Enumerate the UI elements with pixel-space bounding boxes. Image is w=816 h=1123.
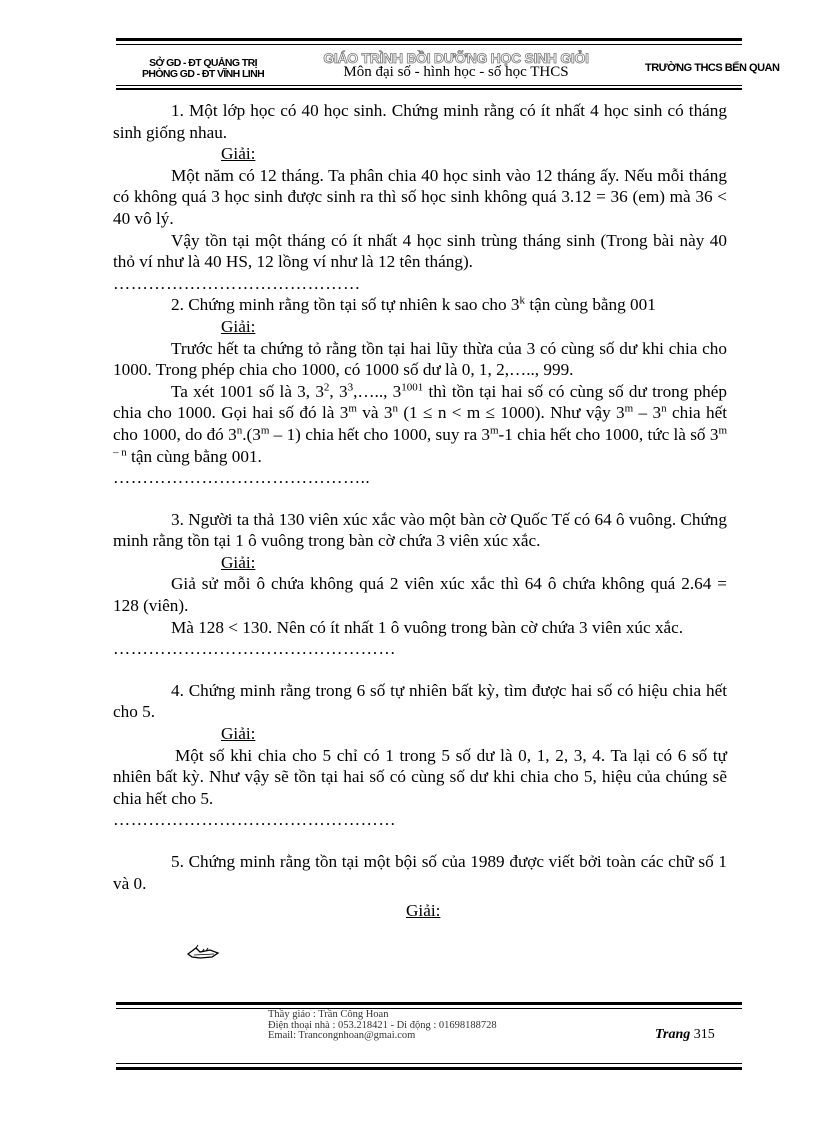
separator-1: …………………………………… [113, 273, 361, 293]
footer-email: Email: Trancongnhoan@gmai.com [268, 1030, 416, 1041]
problem-3-question: 3. Người ta thả 130 viên xúc xắc vào một bàn cờ Quốc Tế có 64 ô vuông. Chứng minh rằng tồn tại 1 ô vuông trong bàn cờ chứa 3 viên xúc xắc. [113, 509, 727, 551]
pointing-hand-icon [186, 944, 222, 962]
problem-1-answer-1: Một năm có 12 tháng. Ta phân chia 40 học sinh vào 12 tháng ấy. Nếu mỗi tháng có không quá 3 học sinh được sinh ra thì số học sinh không quá 3.12 = 36 (em) mà 36 < 40 vô lý. [113, 165, 727, 228]
problem-2-solution-label: Giải: [221, 316, 256, 336]
problem-3-answer-1: Giả sử mỗi ô chứa không quá 2 viên xúc xắc thì 64 ô chứa không quá 2.64 = 128 (viên). [113, 574, 727, 616]
problem-4-question: 4. Chứng minh rằng trong 6 số tự nhiên bất kỳ, tìm được hai số có hiệu chia hết cho 5. [113, 680, 727, 722]
spacer [113, 489, 727, 509]
problem-3-solution-label: Giải: [221, 552, 256, 572]
footer-teacher: Thầy giáo : Trần Công Hoan [268, 1009, 389, 1020]
header-title: GIÁO TRÌNH BỒI DƯỠNG HỌC SINH GIỎI [323, 50, 589, 66]
problem-2-answer-1: Trước hết ta chứng tỏ rằng tồn tại hai lũy thừa của 3 có cùng số dư khi chia cho 1000. Trong phép chia cho 1000, có 1000 số dư là 0, 1, 2,….., 999. [113, 338, 727, 380]
footer-contact [268, 1010, 497, 1042]
problem-1-question: 1. Một lớp học có 40 học sinh. Chứng minh rằng có ít nhất 4 học sinh có tháng sinh giống nhau. [113, 101, 727, 142]
page-label: Trang [655, 1027, 691, 1042]
header-left-line1: SỞ GD - ĐT QUẢNG TRỊ [149, 57, 257, 69]
footer-rule-top-thin [116, 1008, 742, 1009]
separator-4: ………………………………………… [113, 810, 396, 830]
problem-3-answer-2: Mà 128 < 130. Nên có ít nhất 1 ô vuông trong bàn cờ chứa 3 viên xúc xắc. [171, 617, 684, 637]
spacer [113, 660, 727, 680]
problem-2-answer-2: Ta xét 1001 số là 3, $3^2$, $3^3,\dots$.., $3^{1001}$ thì tồn tại hai số có cùng số dư trong phép chia cho 1000. Gọi hai số đó là 3$^m$ và 3$^n$ (1 ≤ n < m ≤ 1000). Như vậy 3$^m$ – 3$^n$ chia hết cho 1000, do đó 3$^n$.(3$^m$ – 1) chia hết cho 1000, suy ra 3$^m$-1 chia hết cho 1000, tức là số 3$^{m - n}$ tận cùng bằng 001. [113, 380, 728, 466]
footer-rule-bottom-thick [116, 1067, 742, 1070]
header-left-line2: PHÒNG GD - ĐT VĨNH LINH [141, 68, 265, 80]
header-rule-thin [116, 44, 742, 45]
problem-4-solution-label: Giải: [221, 724, 256, 744]
document-body [113, 100, 727, 922]
separator-2: …………………………………….. [113, 468, 371, 488]
header-rule-top [116, 38, 742, 41]
page-number-value: 315 [693, 1027, 715, 1042]
header-subtitle: Môn đại số - hình học - số học THCS [343, 64, 569, 80]
problem-4-answer-1: Một số khi chia cho 5 chỉ có 1 trong 5 số dư là 0, 1, 2, 3, 4. Ta lại có 6 số tự nhiên bất kỳ. Như vậy sẽ tồn tại hai số có cùng số dư khi chia cho 5, hiệu của chúng sẽ chia hết cho 5. [113, 745, 727, 808]
separator-3: ………………………………………… [113, 639, 396, 659]
problem-1-solution-label: Giải: [221, 144, 256, 164]
footer-rule-top-thick [116, 1002, 742, 1005]
problem-5-question: 5. Chứng minh rằng tồn tại một bội số của 1989 được viết bởi toàn các chữ số 1 và 0. [113, 852, 727, 893]
problem-1-answer-2: Vậy tồn tại một tháng có ít nhất 4 học sinh trùng tháng sinh (Trong bài này 40 thỏ ví như là 40 HS, 12 lồng ví như là 12 tên tháng). [113, 230, 727, 272]
footer-rule-bottom-thin [116, 1063, 742, 1064]
problem-2-question: 2. Chứng minh rằng tồn tại số tự nhiên k sao cho 3$^k$ tận cùng bằng 001 [171, 294, 656, 315]
header-rule-bottom [116, 85, 742, 86]
header-rule-bottom-thick [116, 88, 742, 90]
header-right: TRƯỜNG THCS BẾN QUAN [645, 62, 780, 74]
header-left [133, 58, 273, 80]
page-number [655, 1027, 715, 1043]
footer-phone: Điện thoại nhà : 053.218421 - Di động : 01698188728 [268, 1019, 497, 1031]
problem-5-solution-label: Giải: [406, 901, 441, 921]
spacer [113, 831, 727, 851]
header-center [296, 51, 616, 80]
